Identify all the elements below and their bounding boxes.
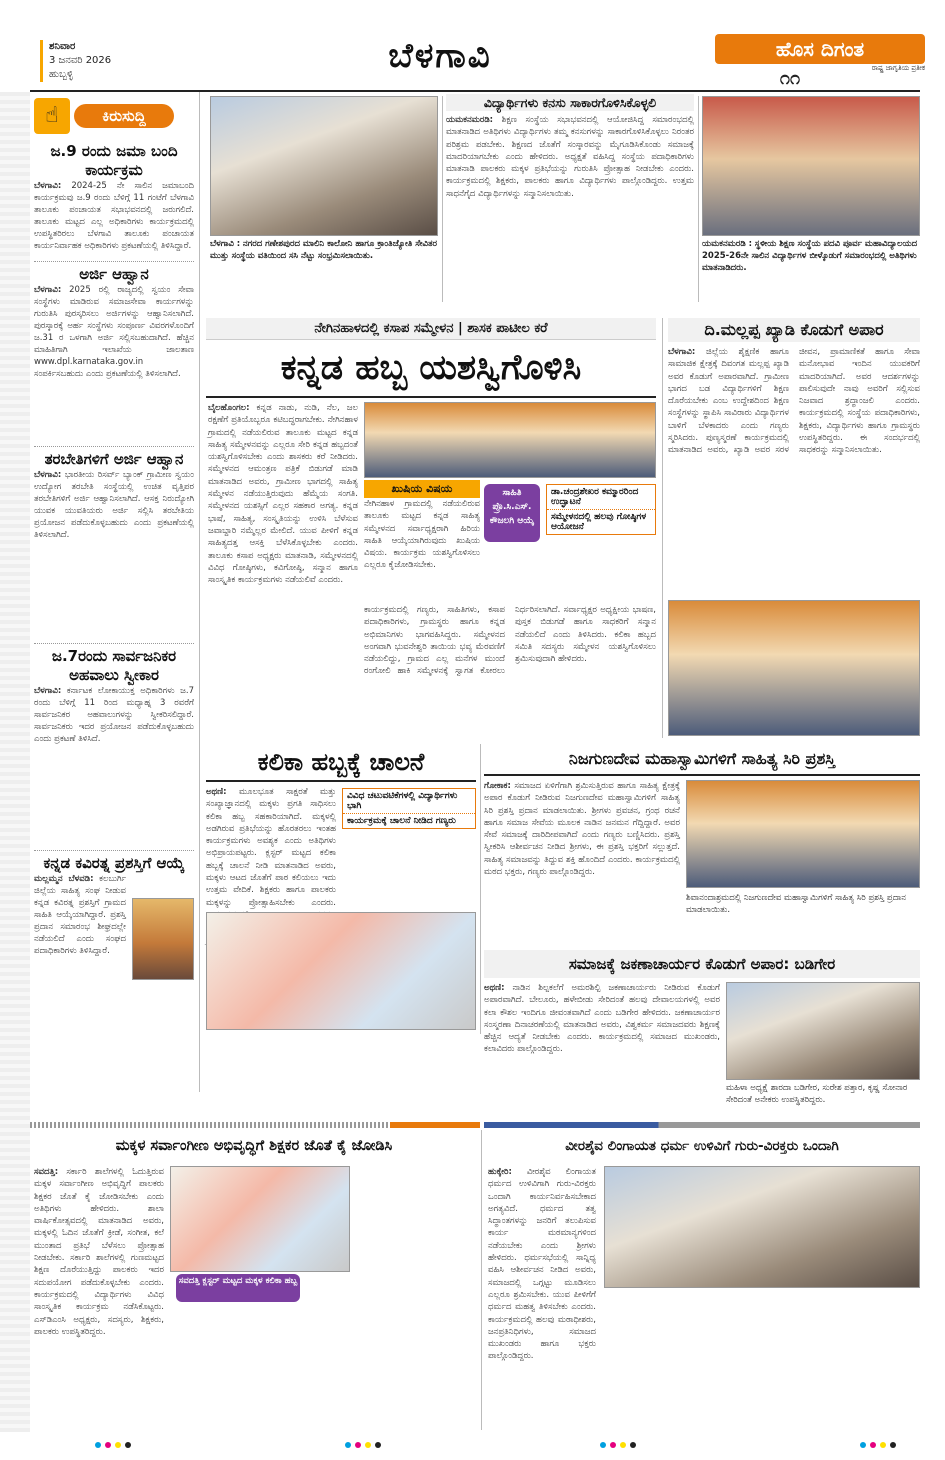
brief-body xyxy=(34,284,194,380)
brief-place: ಮಲ್ಲಮ್ಮನ ಬೆಳವಡಿ: xyxy=(34,874,94,884)
badiger-headline: ಸಮಾಜಕ್ಕೆ ಜಕಣಾಚಾರ್ಯರ ಕೊಡುಗೆ ಅಪಾರ: ಬಡಿಗೇರ xyxy=(484,950,920,978)
khyadi-body xyxy=(668,346,920,596)
sidebar-items xyxy=(34,142,194,1082)
caption-text: ಸ್ಥಳೀಯ ಶಿಕ್ಷಣ ಸಂಸ್ಥೆಯ ಪದವಿ ಪೂರ್ವ ಮಹಾವಿದ್ಯಾಲಯದ 2025-26ನೇ ಸಾಲಿನ ವಿದ್ಯಾರ್ಥಿಗಳ ಬೀಳ್ಕೊಡುಗೆ ಸಮಾರಂಭದಲ್ಲಿ ಅತಿಥಿಗಳು ಮಾತನಾಡಿದರು. xyxy=(702,239,918,273)
kalika-rule xyxy=(206,780,476,782)
nijaguna-story xyxy=(484,744,920,944)
kalika-place: ಅಥಣಿ: xyxy=(206,787,227,797)
lead-text: ಕನ್ನಡ ನಾಡು, ನುಡಿ, ನೆಲ, ಜಲ ರಕ್ಷಣೆಗೆ ಪ್ರತಿಯೊಬ್ಬರೂ ಕಟಿಬದ್ಧರಾಗಬೇಕು. ನೇಗಿನಹಾಳ ಗ್ರಾಮದಲ್ಲಿ ನಡೆಯಲಿರುವ ತಾಲೂಕು ಮಟ್ಟದ ಕನ್ನಡ ಸಾಹಿತ್ಯ ಸಮ್ಮೇಳನವನ್ನು ಎಲ್ಲರೂ ಸೇರಿ ಕನ್ನಡ ಹಬ್ಬದಂತೆ ಯಶಸ್ವಿಗೊಳಿಸಬೇಕು ಎಂದು ಶಾಸಕರು ಕರೆ ನೀಡಿದರು. ಸಮ್ಮೇಳನದ ಆಮಂತ್ರಣ ಪತ್ರಿಕೆ ಬಿಡುಗಡೆ ಮಾಡಿ ಮಾತನಾಡಿದ ಅವರು, ಗ್ರಾಮೀಣ ಭಾಗದಲ್ಲಿ ಸಾಹಿತ್ಯ ಸಮ್ಮೇಳನ ನಡೆಯುತ್ತಿರುವುದು ಹೆಮ್ಮೆಯ ಸಂಗತಿ. ಸಮ್ಮೇಳನದ ಯಶಸ್ಸಿಗೆ ಎಲ್ಲರ ಸಹಕಾರ ಅಗತ್ಯ. ಕನ್ನಡ ಭಾಷೆ, ಸಾಹಿತ್ಯ, ಸಂಸ್ಕೃತಿಯನ್ನು ಉಳಿಸಿ ಬೆಳೆಸುವ ಜವಾಬ್ದಾರಿ ನಮ್ಮೆಲ್ಲರ ಮೇಲಿದೆ. ಯುವ ಪೀಳಿಗೆ ಕನ್ನಡ ಸಾಹಿತ್ಯದತ್ತ ಆಸಕ್ತಿ ಬೆಳೆಸಿಕೊಳ್ಳಬೇಕು ಎಂದರು. ತಾಲೂಕು ಕಸಾಪ ಅಧ್ಯಕ್ಷರು ಮಾತನಾಡಿ, ಸಮ್ಮೇಳನದಲ್ಲಿ ವಿವಿಧ ಗೋಷ್ಠಿಗಳು, ಕವಿಗೋಷ್ಠಿ, ಸನ್ಮಾನ ಹಾಗೂ ಸಾಂಸ್ಕೃತಿಕ ಕಾರ್ಯಕ್ರಮಗಳು ನಡೆಯಲಿವೆ ಎಂದರು. xyxy=(208,403,358,586)
brief-body xyxy=(34,685,194,745)
students-story xyxy=(446,94,694,302)
newspaper-tagline: ರಾಷ್ಟ್ರ ಜಾಗೃತಿಯ ಪ್ರತೀಕ xyxy=(871,64,925,72)
bullet-item: ವಿವಿಧ ಚಟುವಟಿಕೆಗಳಲ್ಲಿ ವಿದ್ಯಾರ್ಥಿಗಳು ಭಾಗಿ xyxy=(343,789,475,814)
kalika-headline: ಕಲಿಕಾ ಹಬ್ಬಕ್ಕೆ ಚಾಲನೆ xyxy=(257,748,425,776)
column-divider xyxy=(698,96,699,302)
print-registration-marks xyxy=(860,1442,900,1450)
veerashaiva-event-photo xyxy=(604,1166,920,1288)
kalika-photo xyxy=(206,912,476,1030)
masthead-day: ಶನಿವಾರ xyxy=(49,41,76,52)
column-divider xyxy=(480,744,481,1034)
masthead-date-block xyxy=(40,40,170,82)
badiger-caption: ಮಹಿಳಾ ಅಧ್ಯಕ್ಷೆ ಶಾರದಾ ಬಡಿಗೇರ, ಸುರೇಶ ಪತ್ತಾರ, ಕೃಷ್ಣ ಸೋನಾರ ಸೇರಿದಂತೆ ಅನೇಕರು ಉಪಸ್ಥಿತರಿದ್ದರು. xyxy=(726,1083,908,1105)
students-body xyxy=(446,114,694,299)
badiger-event-photo xyxy=(726,982,920,1080)
kalika-body xyxy=(206,786,336,908)
lead-bullets xyxy=(546,484,656,535)
veerashaiva-body-extra xyxy=(604,1292,920,1432)
lead-photo-box xyxy=(364,480,656,600)
section-bar-right xyxy=(484,1122,920,1128)
farewell-caption xyxy=(702,238,920,300)
khyadi-place: ಬೆಳಗಾವಿ: xyxy=(668,347,696,357)
portrait-photo xyxy=(132,898,194,980)
divider xyxy=(34,446,194,447)
brief-text: ಕರ್ನಾಟಕ ಲೋಕಾಯುಕ್ತ ಅಧಿಕಾರಿಗಳು ಜ.7 ರಂದು ಬೆಳಿಗ್ಗೆ 11 ರಿಂದ ಮಧ್ಯಾಹ್ನ 3 ರವರೆಗೆ ಸಾರ್ವಜನಿಕರ ಅಹವಾಲುಗಳನ್ನು ಸ್ವೀಕರಿಸಲಿದ್ದಾರೆ. ಸಾರ್ವಜನಿಕರು ಇದರ ಪ್ರಯೋಜನ ಪಡೆದುಕೊಳ್ಳಬಹುದು ಎಂದು ಪ್ರಕಟಣೆ ತಿಳಿಸಿದೆ. xyxy=(34,686,194,744)
children-event-photo xyxy=(170,1166,350,1272)
brief-item xyxy=(34,142,194,258)
happy-note-text: ನೇಗಿನಹಾಳ ಗ್ರಾಮದಲ್ಲಿ ನಡೆಯಲಿರುವ ತಾಲೂಕು ಮಟ್ಟದ ಕನ್ನಡ ಸಾಹಿತ್ಯ ಸಮ್ಮೇಳನದ ಸರ್ವಾಧ್ಯಕ್ಷರಾಗಿ ಹಿರಿಯ ಸಾಹಿತಿ ಆಯ್ಕೆಯಾಗಿರುವುದು ಖುಷಿಯ ವಿಷಯ. ಕಾರ್ಯಕ್ರಮ ಯಶಸ್ವಿಗೊಳಿಸಲು ಎಲ್ಲರೂ ಕೈಜೋಡಿಸಬೇಕು. xyxy=(364,499,480,571)
brief-item xyxy=(34,265,194,443)
veerashaiva-body xyxy=(488,1166,596,1432)
divider xyxy=(34,850,194,851)
badiger-place: ಅಥಣಿ: xyxy=(484,983,505,993)
lead-rule xyxy=(206,396,656,398)
brief-item xyxy=(34,647,194,847)
brief-body xyxy=(34,469,194,541)
badiger-body xyxy=(484,982,720,1055)
brief-item xyxy=(34,854,194,1074)
print-registration-marks xyxy=(600,1442,640,1450)
story-place: ಯಮಕನಮರಡಿ: xyxy=(446,115,494,125)
column-divider xyxy=(662,318,663,738)
bullet-item: ಡಾ.ಚಂದ್ರಶೇಖರ ಕಮ್ಮಾರರಿಂದ ಉದ್ಘಾಟನೆ xyxy=(547,485,655,510)
section-title: ಬೆಳಗಾವಿ xyxy=(388,36,492,76)
nijaguna-place: ಗೋಕಾಕ: xyxy=(484,781,511,791)
children-place: ಸವದತ್ತಿ: xyxy=(34,1167,59,1177)
happy-note xyxy=(364,480,480,598)
kalika-text: ಮೂಲಭೂತ ಸಾಕ್ಷರತೆ ಮತ್ತು ಸಂಖ್ಯಾಜ್ಞಾನದಲ್ಲಿ ಮಕ್ಕಳು ಪ್ರಗತಿ ಸಾಧಿಸಲು ಕಲಿಕಾ ಹಬ್ಬ ಸಹಕಾರಿಯಾಗಿದೆ. ಮಕ್ಕಳಲ್ಲಿ ಅಡಗಿರುವ ಪ್ರತಿಭೆಯನ್ನು ಹೊರತರಲು ಇಂತಹ ಕಾರ್ಯಕ್ರಮಗಳು ಅವಶ್ಯಕ ಎಂದು ಅತಿಥಿಗಳು ಅಭಿಪ್ರಾಯಪಟ್ಟರು. ಕ್ಲಸ್ಟರ್ ಮಟ್ಟದ ಕಲಿಕಾ ಹಬ್ಬಕ್ಕೆ ಚಾಲನೆ ನೀಡಿ ಮಾತನಾಡಿದ ಅವರು, ಮಕ್ಕಳು ಆಟದ ಜೊತೆಗೆ ಪಾಠ ಕಲಿಯಲು ಇದು ಉತ್ತಮ ವೇದಿಕೆ. ಶಿಕ್ಷಕರು ಹಾಗೂ ಪಾಲಕರು ಮಕ್ಕಳನ್ನು ಪ್ರೋತ್ಸಾಹಿಸಬೇಕು ಎಂದರು. xyxy=(206,787,336,908)
kalika-bullets xyxy=(342,788,476,829)
nijaguna-award-photo xyxy=(686,780,920,888)
brief-item xyxy=(34,450,194,640)
happy-note-head: ಖುಷಿಯ ವಿಷಯ xyxy=(364,480,480,498)
brief-headline: ತರಬೇತಿಗಳಿಗೆ ಅರ್ಜಿ ಆಹ್ವಾನ xyxy=(44,450,184,468)
story-text: ಶಿಕ್ಷಣ ಸಂಸ್ಥೆಯ ಸಭಾಭವನದಲ್ಲಿ ಆಯೋಜಿಸಿದ್ದ ಸಮಾರಂಭದಲ್ಲಿ ಮಾತನಾಡಿದ ಅತಿಥಿಗಳು ವಿದ್ಯಾರ್ಥಿಗಳು ತಮ್ಮ ಕನಸುಗಳನ್ನು ಸಾಕಾರಗೊಳಿಸಿಕೊಳ್ಳಲು ನಿರಂತರ ಪರಿಶ್ರಮ ಪಡಬೇಕು. ಶಿಕ್ಷಣದ ಜೊತೆಗೆ ಸಂಸ್ಕಾರವನ್ನು ಮೈಗೂಡಿಸಿಕೊಂಡು ಸಮಾಜಕ್ಕೆ ಮಾದರಿಯಾಗಬೇಕು ಎಂದು ಹೇಳಿದರು. ಅಧ್ಯಕ್ಷತೆ ವಹಿಸಿದ್ದ ಸಂಸ್ಥೆಯ ಪದಾಧಿಕಾರಿಗಳು ಮಾತನಾಡಿ ಪಾಲಕರು ಮಕ್ಕಳ ಪ್ರತಿಭೆಯನ್ನು ಗುರುತಿಸಿ ಪ್ರೋತ್ಸಾಹ ನೀಡಬೇಕು ಎಂದರು. ಕಾರ್ಯಕ್ರಮದಲ್ಲಿ ಶಿಕ್ಷಕರು, ಪಾಲಕರು ಹಾಗೂ ವಿದ್ಯಾರ್ಥಿಗಳು ಪಾಲ್ಗೊಂಡಿದ್ದರು. ಉತ್ತಮ ಸಾಧನೆಗೈದ ವಿದ್ಯಾರ್ಥಿಗಳನ್ನು ಸನ್ಮಾನಿಸಲಾಯಿತು. xyxy=(446,115,694,199)
brief-text: ಭಾರತೀಯ ರಿಸರ್ವ್ ಬ್ಯಾಂಕ್ ಗ್ರಾಮೀಣ ಸ್ವಯಂ ಉದ್ಯೋಗ ತರಬೇತಿ ಸಂಸ್ಥೆಯಲ್ಲಿ ಉಚಿತ ವೃತ್ತಿಪರ ತರಬೇತಿಗಳಿಗೆ ಅರ್ಜಿ ಆಹ್ವಾನಿಸಲಾಗಿದೆ. ಆಸಕ್ತ ನಿರುದ್ಯೋಗಿ ಯುವಕ ಯುವತಿಯರು ಅರ್ಜಿ ಸಲ್ಲಿಸಿ ತರಬೇತಿಯ ಪ್ರಯೋಜನ ಪಡೆದುಕೊಳ್ಳಬಹುದು ಎಂದು ಪ್ರಕಟಣೆಯಲ್ಲಿ ತಿಳಿಸಲಾಗಿದೆ. xyxy=(34,470,194,540)
lead-headline: ಕನ್ನಡ ಹಬ್ಬ ಯಶಸ್ವಿಗೊಳಿಸಿ xyxy=(280,348,582,388)
lead-place: ಬೈಲಹೊಂಗಲ: xyxy=(208,403,250,413)
veerashaiva-text: ವೀರಶೈವ ಲಿಂಗಾಯತ ಧರ್ಮದ ಉಳಿವಿಗಾಗಿ ಗುರು-ವಿರಕ್ತರು ಒಂದಾಗಿ ಕಾರ್ಯನಿರ್ವಹಿಸಬೇಕಾದ ಅಗತ್ಯವಿದೆ. ಧರ್ಮದ ತತ್ವ ಸಿದ್ಧಾಂತಗಳನ್ನು ಜನರಿಗೆ ತಲುಪಿಸುವ ಕಾರ್ಯ ಮಠಮಾನ್ಯಗಳಿಂದ ನಡೆಯಬೇಕು ಎಂದು ಶ್ರೀಗಳು ಹೇಳಿದರು. ಧರ್ಮಸಭೆಯಲ್ಲಿ ಸಾನ್ನಿಧ್ಯ ವಹಿಸಿ ಆಶೀರ್ವಚನ ನೀಡಿದ ಅವರು, ಸಮಾಜದಲ್ಲಿ ಒಗ್ಗಟ್ಟು ಮೂಡಿಸಲು ಎಲ್ಲರೂ ಶ್ರಮಿಸಬೇಕು. ಯುವ ಪೀಳಿಗೆಗೆ ಧರ್ಮದ ಮಹತ್ವ ತಿಳಿಸಬೇಕು ಎಂದರು. ಕಾರ್ಯಕ್ರಮದಲ್ಲಿ ಹಲವು ಮಠಾಧೀಶರು, ಜನಪ್ರತಿನಿಧಿಗಳು, ಸಮಾಜದ ಮುಖಂಡರು ಹಾಗೂ ಭಕ್ತರು ಪಾಲ್ಗೊಂಡಿದ್ದರು. xyxy=(488,1167,596,1362)
newspaper-logo: ಹೊಸ ದಿಗಂತ xyxy=(715,34,925,64)
lead-body-left xyxy=(208,402,358,736)
tree-planting-photo xyxy=(210,96,438,236)
children-body-left xyxy=(34,1166,164,1432)
left-margin-rail xyxy=(0,92,30,1432)
sidebar-label-block xyxy=(34,98,194,138)
page-number: ೧೧ xyxy=(779,68,801,89)
students-headline: ವಿದ್ಯಾರ್ಥಿಗಳು ಕನಸು ಸಾಕಾರಗೊಳಿಸಿಕೊಳ್ಳಲಿ xyxy=(446,94,694,111)
veerashaiva-headline: ವೀರಶೈವ ಲಿಂಗಾಯತ ಧರ್ಮ ಉಳಿವಿಗೆ ಗುರು-ವಿರಕ್ತರು ಒಂದಾಗಿ xyxy=(565,1138,839,1154)
kalika-story xyxy=(206,744,476,1036)
children-caption: ಸವದತ್ತಿ ಕ್ಲಸ್ಟರ್ ಮಟ್ಟದ ಮಕ್ಕಳ ಕಲಿಕಾ ಹಬ್ಬ xyxy=(176,1274,300,1302)
caption-place: ಯಮಕನಮರಡಿ : xyxy=(702,239,753,249)
bullet-item: ಕಾರ್ಯಕ್ರಮಕ್ಕೆ ಚಾಲನೆ ನೀಡಿದ ಗಣ್ಯರು xyxy=(347,816,456,826)
khyadi-event-photo xyxy=(668,600,920,736)
selection-badge: ಸಾಹಿತಿ ಪ್ರೊ.ಸಿ.ಎಸ್. ಕೌಜಲಗಿ ಆಯ್ಕೆ xyxy=(484,484,540,542)
lead-body-right xyxy=(364,604,656,736)
section-bar-orange xyxy=(390,1122,480,1128)
nijaguna-body xyxy=(484,780,680,942)
children-body-far xyxy=(356,1166,478,1306)
brief-headline: ಜ.9 ರಂದು ಜಮಾ ಬಂದಿ ಕಾರ್ಯಕ್ರಮ xyxy=(50,142,178,179)
nijaguna-text-2: ಪ್ರಶಸ್ತಿ ಸ್ವೀಕರಿಸಿ ಆಶೀರ್ವಚನ ನೀಡಿದ ಶ್ರೀಗಳು, ಈ ಪ್ರಶಸ್ತಿ ಭಕ್ತರಿಗೆ ಸಲ್ಲುತ್ತದೆ. ಸಾಹಿತ್ಯ ಸಮಾಜವನ್ನು ತಿದ್ದುವ ಶಕ್ತಿ ಹೊಂದಿದೆ ಎಂದರು. ಕಾರ್ಯಕ್ರಮದಲ್ಲಿ ಮಠದ ಭಕ್ತರು, ಗಣ್ಯರು ಪಾಲ್ಗೊಂಡಿದ್ದರು. xyxy=(484,830,680,878)
brief-place: ಬೆಳಗಾವಿ: xyxy=(34,686,62,696)
print-registration-marks xyxy=(345,1442,385,1450)
nijaguna-headline: ನಿಜಗುಣದೇವ ಮಹಾಸ್ವಾಮಿಗಳಿಗೆ ಸಾಹಿತ್ಯ ಸಿರಿ ಪ್ರಶಸ್ತಿ xyxy=(568,749,836,768)
khyadi-headline: ದಿ.ಮಲ್ಲಪ್ಪ ಖ್ಯಾಡಿ ಕೊಡುಗೆ ಅಪಾರ xyxy=(668,318,920,342)
sidebar-label: ಕಿರುಸುದ್ದಿ xyxy=(74,104,174,128)
hand-icon: ☝ xyxy=(34,98,70,134)
lead-text-right: ಕಾರ್ಯಕ್ರಮದಲ್ಲಿ ಗಣ್ಯರು, ಸಾಹಿತಿಗಳು, ಕಸಾಪ ಪದಾಧಿಕಾರಿಗಳು, ಗ್ರಾಮಸ್ಥರು ಹಾಗೂ ಕನ್ನಡ ಅಭಿಮಾನಿಗಳು ಭಾಗವಹಿಸಿದ್ದರು. ಸಮ್ಮೇಳನದ ಅಂಗವಾಗಿ ಭುವನೇಶ್ವರಿ ತಾಯಿಯ ಭವ್ಯ ಮೆರವಣಿಗೆ ನಡೆಯಲಿದ್ದು, ಗ್ರಾಮದ ಎಲ್ಲ ಮನೆಗಳ ಮುಂದೆ ರಂಗೋಲಿ ಹಾಕಿ ಸಮ್ಮೇಳನಕ್ಕೆ ಸ್ವಾಗತ ಕೋರಲು ನಿರ್ಧರಿಸಲಾಗಿದೆ. ಸರ್ವಾಧ್ಯಕ್ಷರ ಅಧ್ಯಕ್ಷೀಯ ಭಾಷಣ, ಪುಸ್ತಕ ಬಿಡುಗಡೆ ಹಾಗೂ ಸಾಧಕರಿಗೆ ಸನ್ಮಾನ ನಡೆಯಲಿದೆ ಎಂದು ತಿಳಿಸಿದರು. ಕಲಿಕಾ ಹಬ್ಬದ ಸಮಿತಿ ಸದಸ್ಯರು ಸಮ್ಮೇಳನ ಯಶಸ್ವಿಗೊಳಿಸಲು ಶ್ರಮಿಸುವುದಾಗಿ ಹೇಳಿದರು. xyxy=(364,605,656,677)
brief-text: 2024-25 ನೇ ಸಾಲಿನ ಜಮಾಬಂದಿ ಕಾರ್ಯಕ್ರಮವು ಜ.9 ರಂದು ಬೆಳಿಗ್ಗೆ 11 ಗಂಟೆಗೆ ಬೆಳಗಾವಿ ತಾಲೂಕು ಪಂಚಾಯತ ಸಭಾಭವನದಲ್ಲಿ ಜರುಗಲಿದೆ. ತಾಲೂಕು ಮಟ್ಟದ ಎಲ್ಲ ಅಧಿಕಾರಿಗಳು ಕಾರ್ಯಕ್ರಮದಲ್ಲಿ ಉಪಸ್ಥಿತರಿರಲು ಬೆಳಗಾವಿ ತಾಲೂಕು ಪಂಚಾಯತ ಕಾರ್ಯನಿರ್ವಾಹಕ ಅಧಿಕಾರಿಗಳು ಪ್ರಕಟಣೆಯಲ್ಲಿ ತಿಳಿಸಿದ್ದಾರೆ. xyxy=(34,181,194,251)
lead-kicker: ನೇಗಿನಹಾಳದಲ್ಲಿ ಕಸಾಪ ಸಮ್ಮೇಳನ | ಶಾಸಕ ಪಾಟೀಲ ಕರೆ xyxy=(206,318,656,340)
divider xyxy=(34,261,194,262)
brief-headline: ಜ.7ರಂದು ಸಾರ್ವಜನಿಕರ ಅಹವಾಲು ಸ್ವೀಕಾರ xyxy=(51,647,177,684)
nijaguna-rule xyxy=(484,774,920,776)
veerashaiva-place: ಹುಕ್ಕೇರಿ: xyxy=(488,1167,512,1177)
section-bar-left xyxy=(30,1122,390,1128)
column-divider xyxy=(481,1130,482,1430)
caption-text: ನಗರದ ಗಣೇಶಪುರದ ಮಾಲಿನಿ ಕಾಲೋನಿ ಹಾಗೂ ಕ್ರಾಂತಿಜ್ಯೋತಿ ಸೇವಿತರ ಮುತ್ತು ಸಂಸ್ಥೆಯ ವತಿಯಿಂದ ಸಸಿ ನೆಟ್ಟು ಸಂಭ್ರಮಿಸಲಾಯಿತು. xyxy=(210,239,438,261)
caption-place: ಬೆಳಗಾವಿ : xyxy=(210,239,241,249)
brief-body xyxy=(34,873,126,957)
brief-headline: ಅರ್ಜಿ ಆಹ್ವಾನ xyxy=(79,265,149,283)
masthead-city: ಹುಬ್ಬಳ್ಳಿ xyxy=(49,69,74,80)
tree-planting-caption xyxy=(210,238,438,300)
brief-headline: ಕನ್ನಡ ಕವಿರತ್ನ ಪ್ರಶಸ್ತಿಗೆ ಆಯ್ಕೆ xyxy=(43,854,185,872)
divider xyxy=(34,643,194,644)
brief-text: ಕಲಬುರ್ಗಿ ಜಿಲ್ಲೆಯ ಸಾಹಿತ್ಯ ಸಂಘ ನೀಡುವ ಕನ್ನಡ ಕವಿರತ್ನ ಪ್ರಶಸ್ತಿಗೆ ಗ್ರಾಮದ ಸಾಹಿತಿ ಆಯ್ಕೆಯಾಗಿದ್ದಾರೆ. ಪ್ರಶಸ್ತಿ ಪ್ರದಾನ ಸಮಾರಂಭ ಶೀಘ್ರದಲ್ಲೇ ನಡೆಯಲಿದೆ ಎಂದು ಸಂಘದ ಪದಾಧಿಕಾರಿಗಳು ತಿಳಿಸಿದ್ದಾರೆ. xyxy=(34,874,126,956)
masthead-date: 3 ಜನವರಿ 2026 xyxy=(49,55,112,66)
brief-place: ಬೆಳಗಾವಿ: xyxy=(34,470,62,480)
brief-body xyxy=(34,180,194,252)
print-registration-marks xyxy=(95,1442,135,1450)
nijaguna-caption: ಶಿವಾನಂದಾಶ್ರಮದಲ್ಲಿ ನಿಜಗುಣದೇವ ಮಹಾಸ್ವಾಮಿಗಳಿಗೆ ಸಾಹಿತ್ಯ ಸಿರಿ ಪ್ರಶಸ್ತಿ ಪ್ರದಾನ ಮಾಡಲಾಯಿತು. xyxy=(686,893,906,915)
brief-place: ಬೆಳಗಾವಿ: xyxy=(34,285,62,295)
children-text: ಸರ್ಕಾರಿ ಶಾಲೆಗಳಲ್ಲಿ ಓದುತ್ತಿರುವ ಮಕ್ಕಳ ಸರ್ವಾಂಗೀಣ ಅಭಿವೃದ್ಧಿಗೆ ಪಾಲಕರು ಶಿಕ್ಷಕರ ಜೊತೆ ಕೈ ಜೋಡಿಸಬೇಕು ಎಂದು ಅತಿಥಿಗಳು ಹೇಳಿದರು. ಶಾಲಾ ವಾರ್ಷಿಕೋತ್ಸವದಲ್ಲಿ ಮಾತನಾಡಿದ ಅವರು, ಮಕ್ಕಳಲ್ಲಿ ಓದಿನ ಜೊತೆಗೆ ಕ್ರೀಡೆ, ಸಂಗೀತ, ಕಲೆ ಮುಂತಾದ ಪ್ರತಿಭೆ ಬೆಳೆಸಲು ಪ್ರೋತ್ಸಾಹ ನೀಡಬೇಕು. ಸರ್ಕಾರಿ ಶಾಲೆಗಳಲ್ಲಿ ಗುಣಮಟ್ಟದ ಶಿಕ್ಷಣ ದೊರೆಯುತ್ತಿದ್ದು ಪಾಲಕರು ಇದರ ಸದುಪಯೋಗ ಪಡೆದುಕೊಳ್ಳಬೇಕು ಎಂದರು. ಕಾರ್ಯಕ್ರಮದಲ್ಲಿ ವಿದ್ಯಾರ್ಥಿಗಳು ವಿವಿಧ ಸಾಂಸ್ಕೃತಿಕ ಕಾರ್ಯಕ್ರಮ ನಡೆಸಿಕೊಟ್ಟರು. ಎಸ್‌ಡಿಎಂಸಿ ಅಧ್ಯಕ್ಷರು, ಸದಸ್ಯರು, ಶಿಕ್ಷಕರು, ಪಾಲಕರು ಉಪಸ್ಥಿತರಿದ್ದರು. xyxy=(34,1167,164,1337)
nijaguna-text: ಸಮಾಜದ ಏಳಿಗೆಗಾಗಿ ಶ್ರಮಿಸುತ್ತಿರುವ ಹಾಗೂ ಸಾಹಿತ್ಯ ಕ್ಷೇತ್ರಕ್ಕೆ ಅಪಾರ ಕೊಡುಗೆ ನೀಡಿರುವ ನಿಜಗುಣದೇವ ಮಹಾಸ್ವಾಮಿಗಳಿಗೆ ಸಾಹಿತ್ಯ ಸಿರಿ ಪ್ರಶಸ್ತಿ ಪ್ರದಾನ ಮಾಡಲಾಯಿತು. ಶ್ರೀಗಳು ಪ್ರವಚನ, ಗ್ರಂಥ ರಚನೆ ಹಾಗೂ ಸಮಾಜ ಸೇವೆಯ ಮೂಲಕ ನಾಡಿನ ಜನಮನ ಗೆದ್ದಿದ್ದಾರೆ. ಅವರ ಸೇವೆ ಸಮಾಜಕ್ಕೆ ದಾರಿದೀಪವಾಗಿದೆ ಎಂದು ಗಣ್ಯರು ಬಣ್ಣಿಸಿದರು. xyxy=(484,781,680,841)
badiger-text: ನಾಡಿನ ಶಿಲ್ಪಕಲೆಗೆ ಅಮರಶಿಲ್ಪಿ ಜಕಣಾಚಾರ್ಯರು ನೀಡಿರುವ ಕೊಡುಗೆ ಅಪಾರವಾಗಿದೆ. ಬೇಲೂರು, ಹಳೇಬೀಡು ಸೇರಿದಂತೆ ಹಲವು ದೇವಾಲಯಗಳಲ್ಲಿ ಅವರ ಕಲಾ ಕೌಶಲ ಇಂದಿಗೂ ಜೀವಂತವಾಗಿದೆ ಎಂದು ಬಡಿಗೇರ ಹೇಳಿದರು. ಜಕಣಾಚಾರ್ಯರ ಸಂಸ್ಮರಣಾ ದಿನಾಚರಣೆಯಲ್ಲಿ ಮಾತನಾಡಿದ ಅವರು, ವಿಶ್ವಕರ್ಮ ಸಮಾಜದವರು ಶಿಕ್ಷಣಕ್ಕೆ ಹೆಚ್ಚಿನ ಆದ್ಯತೆ ನೀಡಬೇಕು ಎಂದರು. ಕಾರ್ಯಕ್ರಮದಲ್ಲಿ ಸಮಾಜದ ಮುಖಂಡರು, ಕಲಾವಿದರು ಪಾಲ್ಗೊಂಡಿದ್ದರು. xyxy=(484,983,720,1055)
brief-text: 2025 ರಲ್ಲಿ ರಾಜ್ಯದಲ್ಲಿ ಸ್ವಯಂ ಸೇವಾ ಸಂಸ್ಥೆಗಳು ಮಾಡಿರುವ ಸಮಾಜಸೇವಾ ಕಾರ್ಯಗಳನ್ನು ಗುರುತಿಸಿ ಪುರಸ್ಕರಿಸಲು ಅರ್ಜಿಗಳನ್ನು ಆಹ್ವಾನಿಸಲಾಗಿದೆ. ಪುರಸ್ಕಾರಕ್ಕೆ ಅರ್ಹ ಸಂಸ್ಥೆಗಳು ಸಂಪೂರ್ಣ ವಿವರಗಳೊಂದಿಗೆ ಜ.31 ರ ಒಳಗಾಗಿ ಅರ್ಜಿ ಸಲ್ಲಿಸಬಹುದಾಗಿದೆ. ಹೆಚ್ಚಿನ ಮಾಹಿತಿಗಾಗಿ ಇಲಾಖೆಯ ಜಾಲತಾಣ www.dpl.karnataka.gov.in ಸಂಪರ್ಕಿಸಬಹುದು ಎಂದು ಪ್ರಕಟಣೆಯಲ್ಲಿ ತಿಳಿಸಲಾಗಿದೆ. xyxy=(34,285,195,379)
khyadi-text: ಜಿಲ್ಲೆಯ ಶೈಕ್ಷಣಿಕ ಹಾಗೂ ಸಾಮಾಜಿಕ ಕ್ಷೇತ್ರಕ್ಕೆ ದಿವಂಗತ ಮಲ್ಲಪ್ಪ ಖ್ಯಾಡಿ ಅವರ ಕೊಡುಗೆ ಅಪಾರವಾಗಿದೆ. ಗ್ರಾಮೀಣ ಭಾಗದ ಬಡ ವಿದ್ಯಾರ್ಥಿಗಳಿಗೆ ಶಿಕ್ಷಣ ದೊರೆಯಬೇಕು ಎಂಬ ಉದ್ದೇಶದಿಂದ ಶಿಕ್ಷಣ ಸಂಸ್ಥೆಗಳನ್ನು ಸ್ಥಾಪಿಸಿ ಸಾವಿರಾರು ವಿದ್ಯಾರ್ಥಿಗಳ ಬಾಳಿಗೆ ಬೆಳಕಾದರು ಎಂದು ಗಣ್ಯರು ಸ್ಮರಿಸಿದರು. ಪುಣ್ಯಸ್ಮರಣೆ ಕಾರ್ಯಕ್ರಮದಲ್ಲಿ ಮಾತನಾಡಿದ ಅವರು, ಖ್ಯಾಡಿ ಅವರ ಸರಳ ಜೀವನ, ಪ್ರಾಮಾಣಿಕತೆ ಹಾಗೂ ಸೇವಾ ಮನೋಭಾವ ಇಂದಿನ ಯುವಕರಿಗೆ ಮಾದರಿಯಾಗಿದೆ. ಅವರ ಆದರ್ಶಗಳನ್ನು ಪಾಲಿಸುವುದೇ ನಾವು ಅವರಿಗೆ ಸಲ್ಲಿಸುವ ನಿಜವಾದ ಶ್ರದ್ಧಾಂಜಲಿ ಎಂದರು. ಕಾರ್ಯಕ್ರಮದಲ್ಲಿ ಸಂಸ್ಥೆಯ ಪದಾಧಿಕಾರಿಗಳು, ಶಿಕ್ಷಕರು, ವಿದ್ಯಾರ್ಥಿಗಳು ಹಾಗೂ ಗ್ರಾಮಸ್ಥರು ಉಪಸ್ಥಿತರಿದ್ದರು. ಈ ಸಂದರ್ಭದಲ್ಲಿ ಸಾಧಕರನ್ನು ಸನ್ಮಾನಿಸಲಾಯಿತು. xyxy=(668,347,920,456)
column-divider xyxy=(442,96,443,302)
children-body-right xyxy=(170,1306,478,1432)
farewell-event-photo xyxy=(702,96,920,236)
brief-place: ಬೆಳಗಾವಿ: xyxy=(34,181,62,191)
bullet-item: ಸಮ್ಮೇಳನದಲ್ಲಿ ಹಲವು ಗೋಷ್ಠಿಗಳ ಆಯೋಜನೆ xyxy=(551,512,647,532)
badiger-body-extra xyxy=(484,1040,720,1112)
lead-release-photo xyxy=(364,402,656,478)
children-headline: ಮಕ್ಕಳ ಸರ್ವಾಂಗೀಣ ಅಭಿವೃದ್ಧಿಗೆ ಶಿಕ್ಷಕರ ಜೊತೆ ಕೈ ಜೋಡಿಸಿ xyxy=(115,1138,393,1154)
